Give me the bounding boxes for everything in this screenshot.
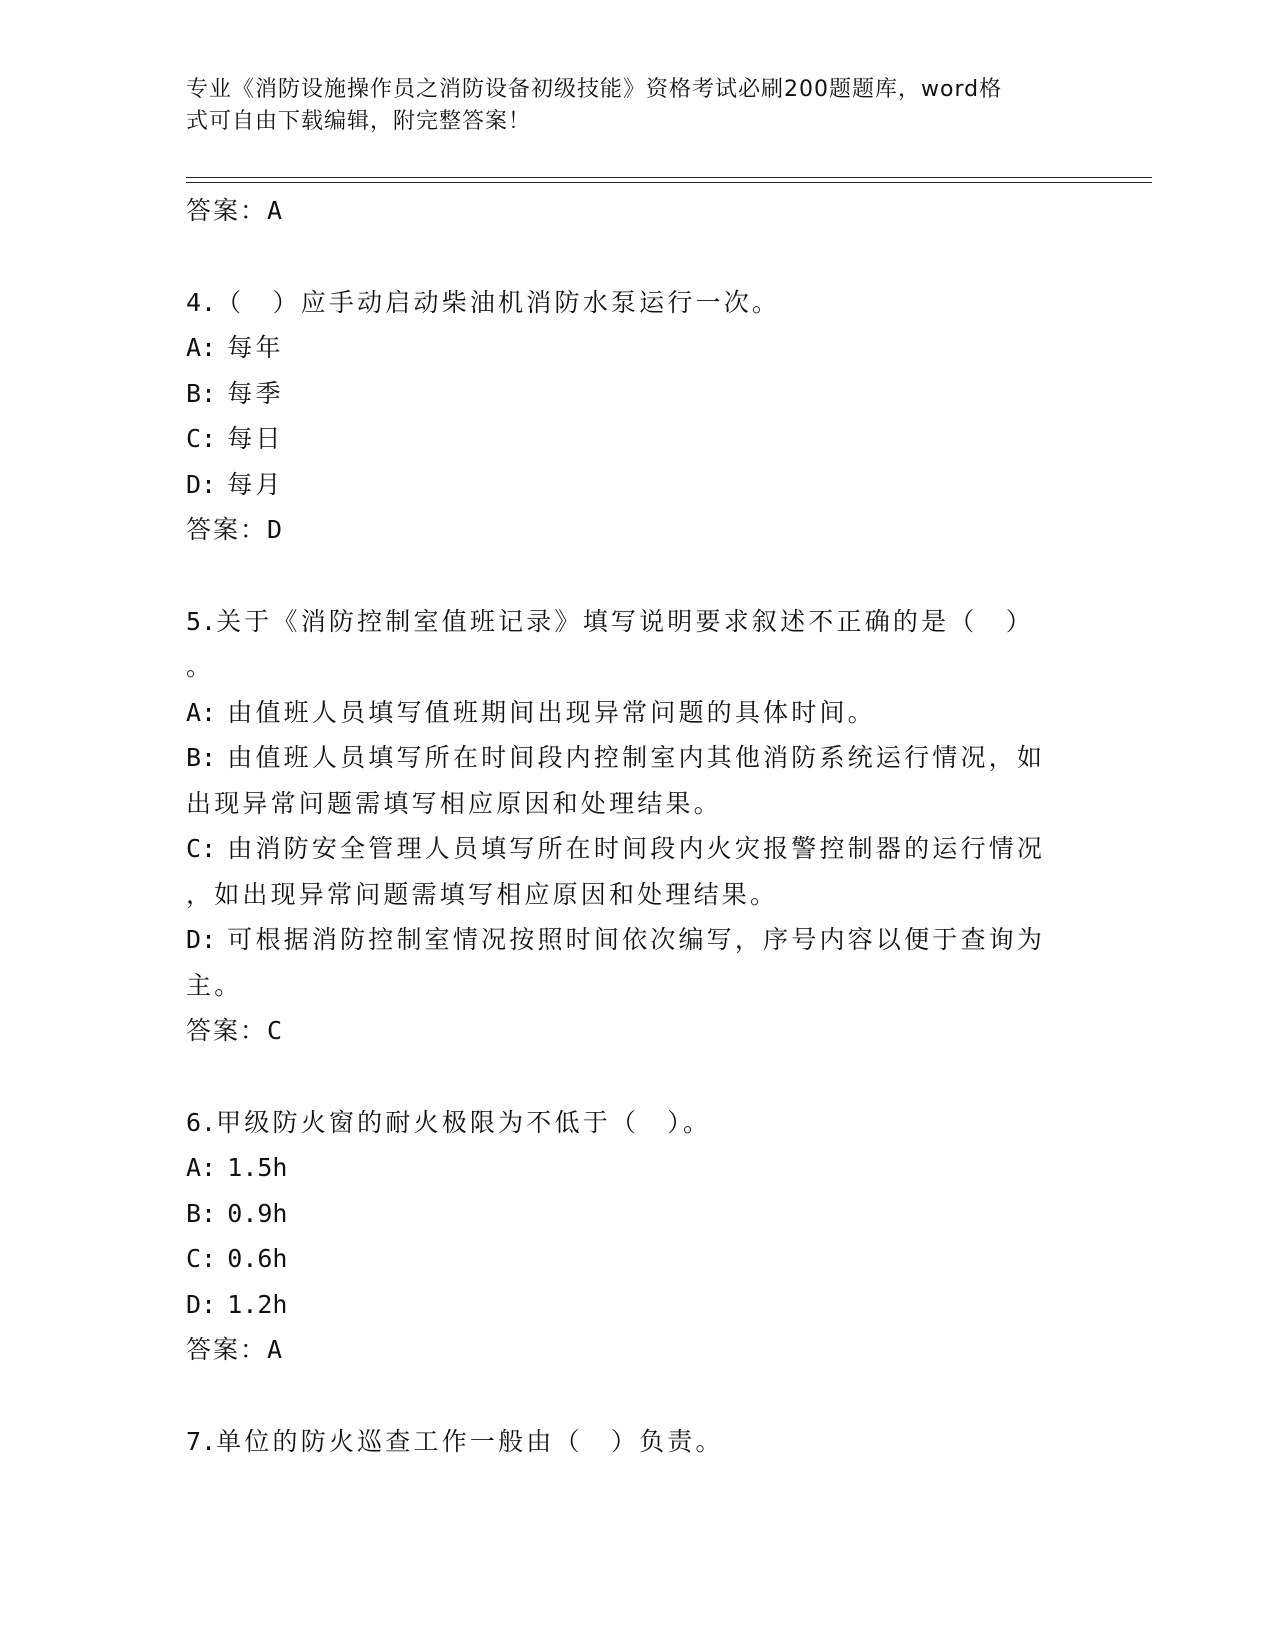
answer-line (186, 1327, 1086, 1373)
option-d (186, 462, 1086, 508)
option-text: 每季 (227, 378, 284, 408)
document-header (186, 74, 1066, 138)
header-rule-bottom (186, 182, 1152, 183)
option-text: 由值班人员填写值班期间出现异常问题的具体时间。 (227, 697, 876, 727)
option-key: A: (186, 697, 217, 727)
option-text: 由值班人员填写所在时间段内控制室内其他消防系统运行情况，如 (227, 743, 1046, 772)
option-d-continuation: 主。 (186, 970, 243, 1000)
question-number: 5. (186, 606, 217, 636)
question-6 (186, 1100, 1086, 1373)
answer-line (186, 507, 1086, 553)
option-key: A: (186, 333, 217, 362)
answer-label: 答案： (186, 196, 268, 225)
option-text: 由消防安全管理人员填写所在时间段内火灾报警控制器的运行情况 (227, 834, 1046, 863)
spacer (186, 1054, 1086, 1100)
header-line-2: 式可自由下载编辑，附完整答案！ (186, 109, 532, 134)
option-b (186, 735, 1086, 781)
option-d (186, 1282, 1086, 1328)
option-key: C: (186, 424, 217, 453)
option-c (186, 826, 1086, 872)
option-b (186, 371, 1086, 417)
option-a (186, 325, 1086, 371)
answer-value: A (267, 196, 285, 225)
question-number: 6. (186, 1107, 217, 1137)
option-c (186, 416, 1086, 462)
option-a (186, 1145, 1086, 1191)
question-text: （ ）应手动启动柴油机消防水泵运行一次。 (216, 287, 781, 317)
answer-value: A (267, 1335, 285, 1364)
question-stem (186, 1419, 1086, 1465)
header-rule-top (186, 177, 1152, 178)
question-stem (186, 599, 1086, 645)
option-text: 每日 (227, 424, 284, 453)
option-b (186, 1191, 1086, 1237)
option-key: C: (186, 1244, 217, 1273)
spacer (186, 1373, 1086, 1419)
question-stem-continuation: 。 (186, 652, 215, 681)
question-4 (186, 280, 1086, 553)
option-text: 每年 (227, 333, 284, 362)
option-text: 可根据消防控制室情况按照时间依次编写，序号内容以便于查询为 (227, 925, 1046, 954)
answer-label: 答案： (186, 1016, 268, 1045)
option-text: 0.6h (227, 1244, 288, 1273)
question-text: 单位的防火巡查工作一般由（ ）负责。 (216, 1426, 724, 1456)
option-key: C: (186, 834, 217, 863)
option-c (186, 1236, 1086, 1282)
spacer (186, 234, 1086, 280)
question-text: 甲级防火窗的耐火极限为不低于（ ）。 (216, 1107, 712, 1137)
answer-label: 答案： (186, 1335, 268, 1364)
question-5 (186, 599, 1086, 1054)
option-text: 1.2h (227, 1289, 288, 1319)
answer-label: 答案： (186, 515, 268, 544)
spacer (186, 553, 1086, 599)
question-text: 关于《消防控制室值班记录》填写说明要求叙述不正确的是（ ） (216, 606, 1034, 636)
option-text: 每月 (227, 469, 284, 499)
question-number: 7. (186, 1426, 217, 1456)
option-key: B: (186, 743, 217, 772)
question-stem (186, 280, 1086, 326)
document-body (186, 188, 1086, 1464)
option-key: D: (186, 925, 217, 954)
question-7 (186, 1419, 1086, 1465)
option-d (186, 917, 1086, 963)
option-key: B: (186, 378, 217, 408)
answer-line (186, 1008, 1086, 1054)
option-key: A: (186, 1153, 217, 1182)
option-key: D: (186, 1289, 217, 1319)
answer-value: C (267, 1016, 285, 1045)
question-stem (186, 1100, 1086, 1146)
option-key: B: (186, 1198, 217, 1228)
answer-line (186, 188, 1086, 234)
question-number: 4. (186, 287, 217, 317)
option-text: 1.5h (227, 1153, 288, 1182)
header-line-1: 专业《消防设施操作员之消防设备初级技能》资格考试必刷200题题库，word格 (186, 77, 1003, 102)
option-c-continuation: ，如出现异常问题需填写相应原因和处理结果。 (186, 879, 779, 909)
answer-value: D (267, 515, 285, 544)
option-key: D: (186, 469, 217, 499)
option-a (186, 690, 1086, 736)
option-b-continuation: 出现异常问题需填写相应原因和处理结果。 (186, 788, 722, 818)
option-text: 0.9h (227, 1198, 288, 1228)
